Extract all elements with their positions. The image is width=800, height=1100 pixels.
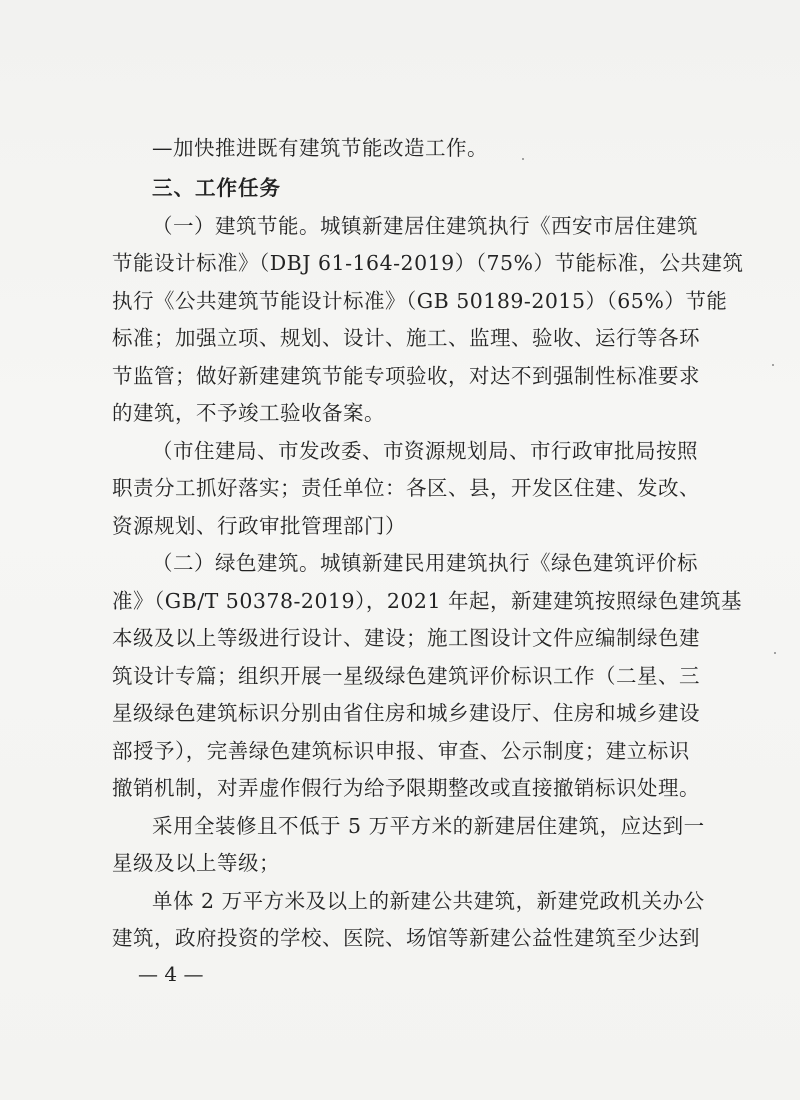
text-line-1: —加快推进既有建筑节能改造工作。: [152, 136, 488, 160]
scan-speck: [772, 364, 774, 366]
section-heading: 三、工作任务: [152, 176, 281, 200]
text-line-15: 筑设计专篇；组织开展一星级绿色建筑评价标识工作（二星、三: [112, 664, 700, 688]
text-line-12: （二）绿色建筑。城镇新建民用建筑执行《绿色建筑评价标: [152, 551, 698, 575]
scan-speck: [522, 158, 524, 160]
page-number: — 4 —: [138, 962, 204, 986]
text-line-22: 建筑，政府投资的学校、医院、场馆等新建公益性建筑至少达到: [112, 926, 700, 950]
text-line-5: 执行《公共建筑节能设计标准》（GB 50189-2015）（65%）节能: [112, 289, 728, 313]
text-line-7: 节监管；做好新建建筑节能专项验收，对达不到强制性标准要求: [112, 364, 700, 388]
text-line-19: 采用全装修且不低于 5 万平方米的新建居住建筑，应达到一: [152, 814, 705, 838]
text-line-6: 标准；加强立项、规划、设计、施工、监理、验收、运行等各环: [112, 326, 700, 350]
text-line-8: 的建筑，不予竣工验收备案。: [112, 401, 385, 425]
text-line-10: 职责分工抓好落实；责任单位：各区、县，开发区住建、发改、: [112, 476, 700, 500]
text-line-3: （一）建筑节能。城镇新建居住建筑执行《西安市居住建筑: [152, 214, 698, 238]
text-line-18: 撤销机制，对弄虚作假行为给予限期整改或直接撤销标识处理。: [112, 776, 700, 800]
text-line-13: 准》（GB/T 50378-2019），2021 年起，新建建筑按照绿色建筑基: [112, 589, 743, 613]
text-line-14: 本级及以上等级进行设计、建设；施工图设计文件应编制绿色建: [112, 626, 700, 650]
scan-speck: [774, 652, 776, 654]
text-line-21: 单体 2 万平方米及以上的新建公共建筑，新建党政机关办公: [152, 889, 705, 913]
text-line-11: 资源规划、行政审批管理部门）: [112, 514, 406, 538]
text-line-20: 星级及以上等级；: [112, 851, 280, 875]
text-line-9: （市住建局、市发改委、市资源规划局、市行政审批局按照: [152, 439, 698, 463]
text-line-16: 星级绿色建筑标识分别由省住房和城乡建设厅、住房和城乡建设: [112, 701, 700, 725]
text-line-17: 部授予），完善绿色建筑标识申报、审查、公示制度；建立标识: [112, 739, 690, 763]
text-line-4: 节能设计标准》（DBJ 61-164-2019）（75%）节能标准，公共建筑: [112, 251, 744, 275]
